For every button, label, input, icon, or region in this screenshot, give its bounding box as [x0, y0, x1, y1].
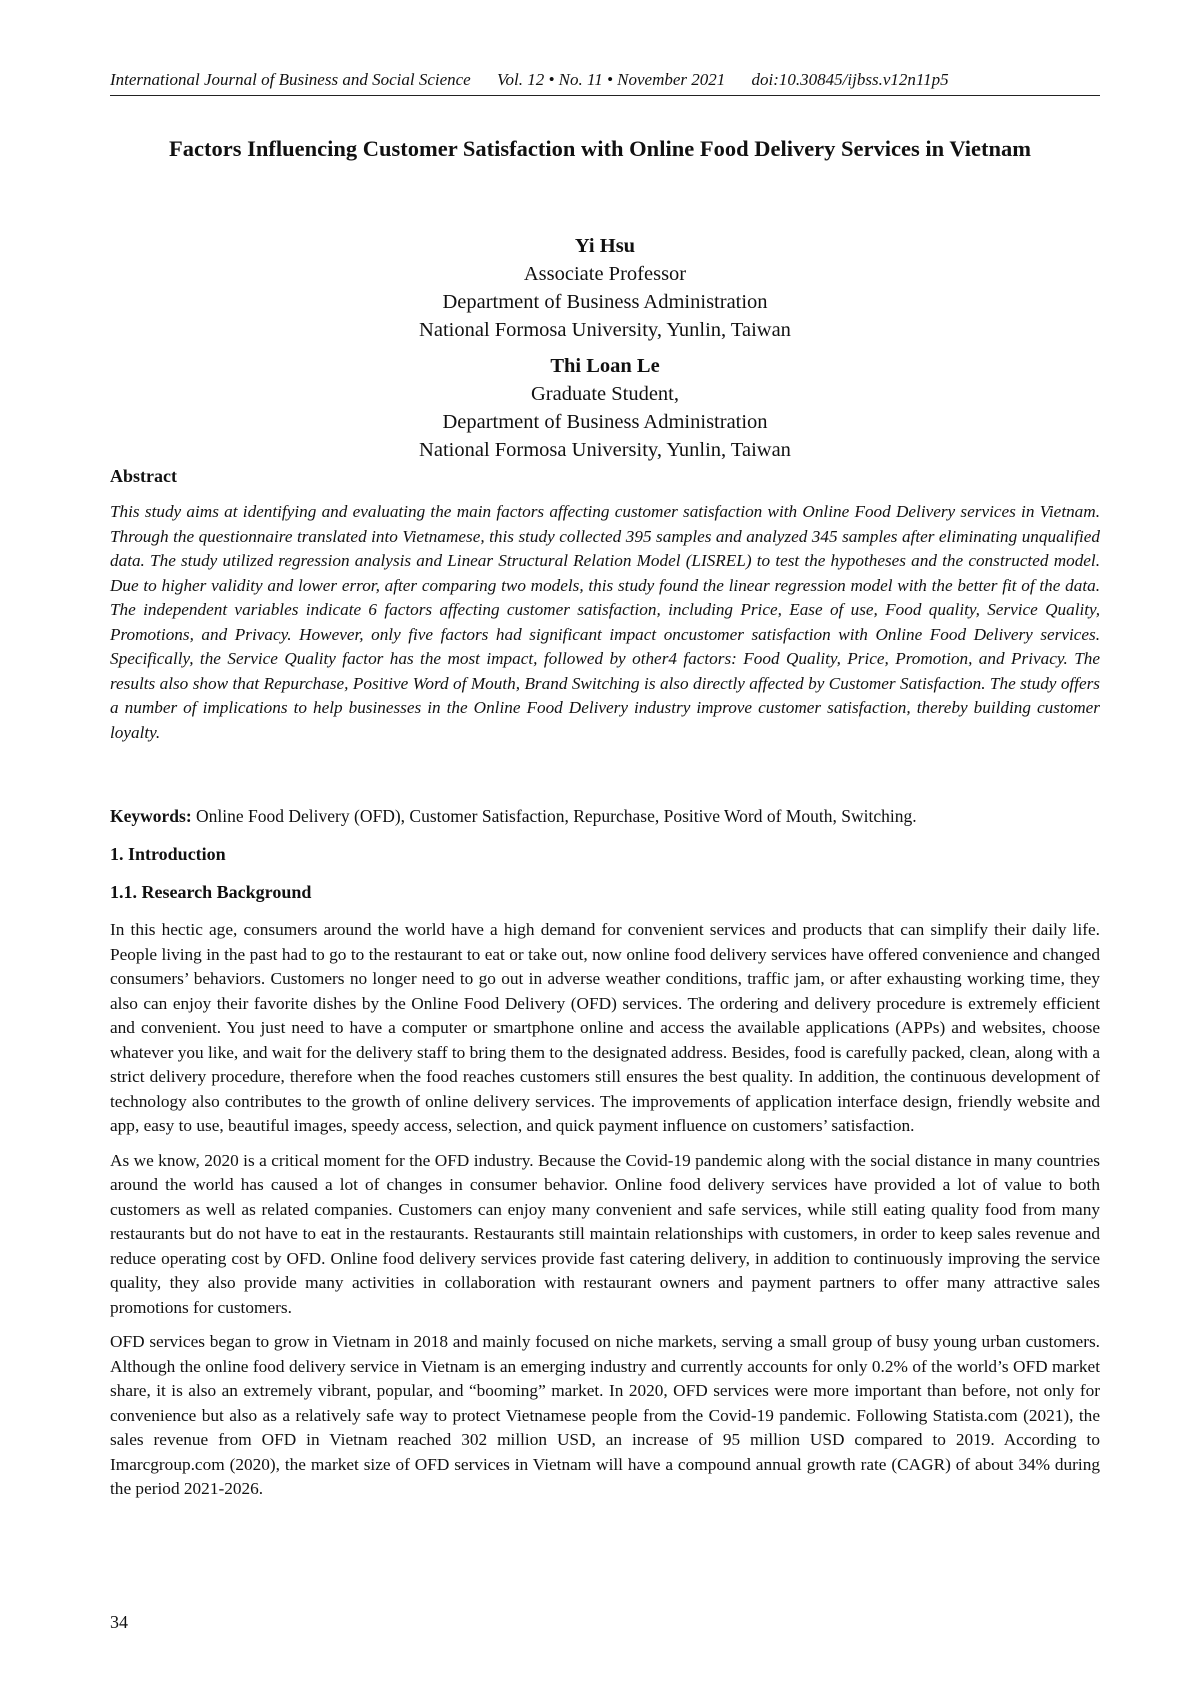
- author-affiliation-line: National Formosa University, Yunlin, Taiwan: [419, 439, 791, 461]
- paper-title: Factors Influencing Customer Satisfaction with Online Food Delivery Services in Vietnam: [168, 136, 1032, 161]
- paragraph: In this hectic age, consumers around the world have a high demand for convenient services and products that can simplify their daily life. People living in the past had to go to the restaurant to eat or take out, now online food delivery services have offered convenience and changed consumers’ behaviors. Customers no longer need to go out in adverse weather conditions, traffic jam, or after exhausting working time, they also can enjoy their favorite dishes by the Online Food Delivery (OFD) services. The ordering and delivery procedure is extremely efficient and convenient. You just need to have a computer or smartphone online and access the available applications (APPs) and websites, choose whatever you like, and wait for the delivery staff to bring them to the designated address. Besides, food is carefully packed, clean, along with a strict delivery procedure, therefore when the food reaches customers still ensures the best quality. In addition, the continuous development of technology also contributes to the growth of online delivery services. The improvements of application interface design, friendly website and app, easy to use, beautiful images, speedy access, selection, and quick payment influence on customers’ satisfaction.: [110, 920, 1100, 1135]
- body-text: [110, 918, 1100, 1512]
- page-number: 34: [110, 1612, 128, 1632]
- journal-doi: doi:10.30845/ijbss.v12n11p5: [751, 70, 949, 89]
- author-affiliation-line: Associate Professor: [523, 263, 687, 285]
- author-affiliation-line: Graduate Student,: [530, 383, 679, 405]
- author-block: [110, 232, 1100, 344]
- keywords: [110, 806, 1100, 827]
- journal-volume: Vol. 12 • No. 11 • November 2021: [496, 70, 726, 89]
- author-list: [110, 232, 1100, 464]
- subsection-heading: 1.1. Research Background: [110, 882, 312, 902]
- paragraph: As we know, 2020 is a critical moment for the OFD industry. Because the Covid-19 pandemic along with the social distance in many countries around the world has caused a lot of changes in consumer behavior. Online food delivery services have provided a lot of value to both customers as well as related companies. Customers can enjoy many convenient and safe services, while still eating quality food from many restaurants but do not have to eat in the restaurants. Restaurants still maintain relationships with customers, in order to keep sales revenue and reduce operating cost by OFD. Online food delivery services provide fast catering delivery, in addition to continuously improving the service quality, they also provide many activities in collaboration with restaurant owners and payment partners to offer many attractive sales promotions for customers.: [110, 1150, 1100, 1317]
- keywords-text: Online Food Delivery (OFD), Customer Satisfaction, Repurchase, Positive Word of Mouth, Switching.: [191, 806, 917, 826]
- author-affiliation-line: National Formosa University, Yunlin, Taiwan: [419, 319, 791, 341]
- author-block: [110, 352, 1100, 464]
- paragraph: OFD services began to grow in Vietnam in 2018 and mainly focused on niche markets, serving a small group of busy young urban customers. Although the online food delivery service in Vietnam is an emerging industry and currently accounts for only 0.2% of the world’s OFD market share, it is also an extremely vibrant, popular, and “booming” market. In 2020, OFD services were more important than before, not only for convenience but also as a relatively safe way to protect Vietnamese people from the Covid-19 pandemic. Following Statista.com (2021), the sales revenue from OFD in Vietnam reached 302 million USD, an increase of 95 million USD compared to 2019. According to Imarcgroup.com (2020), the market size of OFD services in Vietnam will have a compound annual growth rate (CAGR) of about 34% during the period 2021-2026.: [110, 1332, 1100, 1498]
- author-affiliation-line: Department of Business Administration: [442, 291, 768, 313]
- running-header: [110, 70, 1100, 96]
- author-name: Yi Hsu: [574, 235, 636, 257]
- section-heading: 1. Introduction: [110, 844, 226, 864]
- author-name: Thi Loan Le: [550, 355, 660, 377]
- abstract-heading: Abstract: [110, 466, 177, 486]
- author-affiliation-line: Department of Business Administration: [442, 411, 768, 433]
- abstract-text: This study aims at identifying and evaluating the main factors affecting customer satisfaction with Online Food Delivery services in Vietnam. Through the questionnaire translated into Vietnamese, this study collected 395 samples and analyzed 345 samples after eliminating unqualified data. The study utilized regression analysis and Linear Structural Relation Model (LISREL) to test the hypotheses and the constructed model. Due to higher validity and lower error, after comparing two models, this study found the linear regression model with the better fit of the data. The independent variables indicate 6 factors affecting customer satisfaction, including Price, Ease of use, Food quality, Service Quality, Promotions, and Privacy. However, only five factors had significant impact oncustomer satisfaction with Online Food Delivery services. Specifically, the Service Quality factor has the most impact, followed by other4 factors: Food Quality, Price, Promotion, and Privacy. The results also show that Repurchase, Positive Word of Mouth, Brand Switching is also directly affected by Customer Satisfaction. The study offers a number of implications to help businesses in the Online Food Delivery industry improve customer satisfaction, thereby building customer loyalty.: [110, 502, 1100, 742]
- keywords-label: Keywords:: [110, 806, 192, 826]
- journal-name: International Journal of Business and Social Science: [110, 70, 471, 89]
